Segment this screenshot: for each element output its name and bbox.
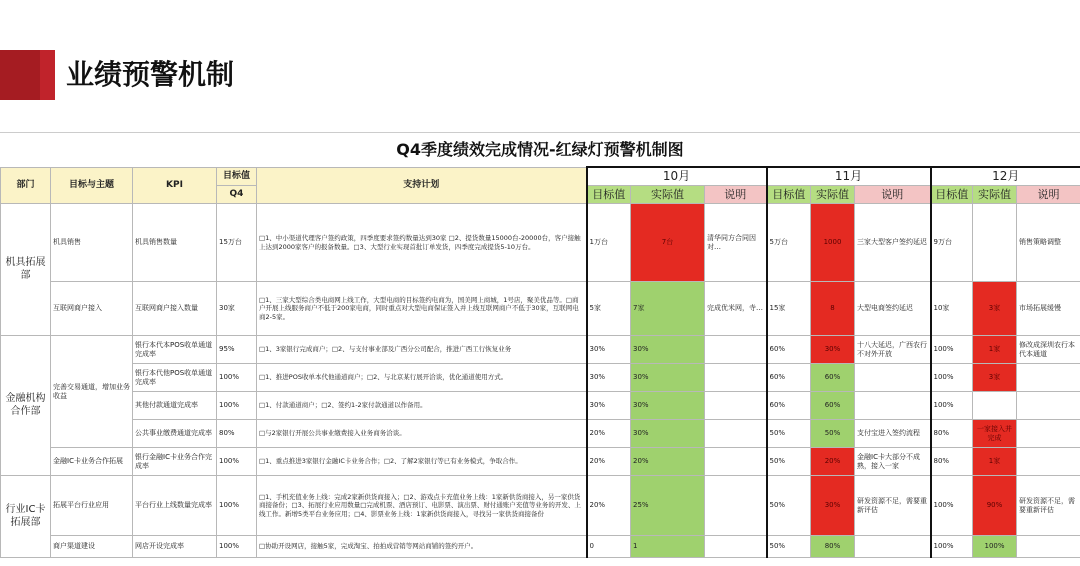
plan-cell: □1、3家银行完成商户；□2、与支付事业部及广西分公司配合，推进广西工行恢复业务 [257,336,587,364]
m11-note-cell: 三家大型客户签约延迟 [855,204,931,282]
dept-cell: 金融机构合作部 [1,336,51,476]
goal-cell: 商户渠道建设 [51,536,133,558]
kpi-cell: 机具销售数量 [133,204,217,282]
m10-actual-cell: 25% [631,476,705,536]
page-title: 业绩预警机制 [66,58,235,91]
sheet-title: Q4季度绩效完成情况-红绿灯预警机制图 [0,132,1080,166]
m11-note-cell [855,392,931,420]
kpi-cell: 平台行业上线数量完成率 [133,476,217,536]
m12-actual-cell: 1家 [973,448,1017,476]
table-row [1,536,1080,558]
m11-actual-cell: 60% [811,392,855,420]
plan-cell: □1、推进POS收单本代他通道商户；□2、与北京某行展开洽谈，优化通道使用方式。 [257,364,587,392]
table-row [1,420,1080,448]
m11-actual-cell: 1000 [811,204,855,282]
m11-note-cell: 金融IC卡大部分不成熟，接入一家 [855,448,931,476]
m10-note-cell: 完成优米网，寺… [705,282,767,336]
table-row [1,204,1080,282]
m10-target-cell: 20% [587,476,631,536]
m10-target-cell: 1万台 [587,204,631,282]
table-row [1,282,1080,336]
m11-note-cell [855,536,931,558]
m10-actual-cell: 7家 [631,282,705,336]
m12-note-cell: 市场拓展缓慢 [1017,282,1080,336]
q4-target-cell: 30家 [217,282,257,336]
m12-actual-cell [973,392,1017,420]
m12-actual-cell: 90% [973,476,1017,536]
m10-actual-cell: 30% [631,336,705,364]
m10-actual-cell: 30% [631,420,705,448]
month-nov: 11月 [767,167,931,186]
m11-note-cell: 支付宝进入签约流程 [855,420,931,448]
m11-note-cell: 十八大延迟，广西农行不对外开放 [855,336,931,364]
header-dept: 部门 [1,167,51,204]
m12-actual-cell: 1家 [973,336,1017,364]
m12-target-cell: 100% [931,536,973,558]
table-row [1,448,1080,476]
header-kpi: KPI [133,167,217,204]
m11-target-cell: 50% [767,476,811,536]
kpi-cell: 公共事业缴费通道完成率 [133,420,217,448]
table-row [1,392,1080,420]
table-row [1,336,1080,364]
m11-note-cell: 大型电商签约延迟 [855,282,931,336]
m11-target-cell: 15家 [767,282,811,336]
m10-target-cell: 30% [587,336,631,364]
performance-table [0,166,1080,558]
goal-cell: 金融IC卡业务合作拓展 [51,448,133,476]
m12-actual-cell: 一家接入并完成 [973,420,1017,448]
plan-cell: □1、手机充值业务上线：完成2家新供货商接入；□2、游戏点卡充值业务上线：1家新供货商接入，另一家供货商接备份；□3、拓展行业应用数量□完成机票、酒店预订、电影票、演出票、财付通账户充值等业务的开发、上线工作。新增5类平台业务应用；□4、影票业务上线：1家新供货商接入，寻找另一家供货商接备份 [257,476,587,536]
oct-actual-header: 实际值 [631,186,705,204]
kpi-cell: 银行金融IC卡业务合作完成率 [133,448,217,476]
m12-target-cell: 9万台 [931,204,973,282]
q4-target-cell: 15万台 [217,204,257,282]
m10-note-cell [705,420,767,448]
plan-cell: □1、三家大型综合类电商网上线工作，大型电商的目标签约电商为，国美网上商城，1号店，聚美优品等。□商户开展上线服务商户不低于200家电商，同时重点对大型电商保证签入并上线互联网商户不低于30家，互联网电商2-5家。 [257,282,587,336]
header-q4: Q4 [217,186,257,204]
m11-actual-cell: 30% [811,336,855,364]
m11-target-cell: 50% [767,448,811,476]
dec-note-header: 说明 [1017,186,1080,204]
m11-target-cell: 60% [767,392,811,420]
nov-target-header: 目标值 [767,186,811,204]
m10-note-cell [705,536,767,558]
nov-actual-header: 实际值 [811,186,855,204]
warning-sheet [0,132,1080,566]
table-row [1,476,1080,536]
q4-target-cell: 80% [217,420,257,448]
kpi-cell: 银行本代他POS收单通道完成率 [133,364,217,392]
plan-cell: □协助开设网店，接触5家，完成淘宝、拍拍成营销等网站商铺的签约开户。 [257,536,587,558]
kpi-cell: 其他付款通道完成率 [133,392,217,420]
q4-target-cell: 100% [217,448,257,476]
m12-actual-cell [973,204,1017,282]
q4-target-cell: 100% [217,392,257,420]
m10-target-cell: 30% [587,364,631,392]
m10-target-cell: 30% [587,392,631,420]
m10-target-cell: 0 [587,536,631,558]
m10-note-cell [705,476,767,536]
table-row [1,364,1080,392]
plan-cell: □与2家银行开展公共事业缴费接入业务商务洽谈。 [257,420,587,448]
table-body [1,204,1080,558]
m11-actual-cell: 80% [811,536,855,558]
dept-cell: 行业IC卡拓展部 [1,476,51,558]
m11-actual-cell: 30% [811,476,855,536]
m12-note-cell [1017,448,1080,476]
m12-target-cell: 80% [931,448,973,476]
dec-actual-header: 实际值 [973,186,1017,204]
q4-target-cell: 100% [217,476,257,536]
m10-target-cell: 20% [587,448,631,476]
q4-target-cell: 100% [217,536,257,558]
nov-note-header: 说明 [855,186,931,204]
m12-note-cell: 销售策略调整 [1017,204,1080,282]
m12-actual-cell: 3家 [973,282,1017,336]
q4-target-cell: 95% [217,336,257,364]
m10-actual-cell: 30% [631,364,705,392]
m11-target-cell: 60% [767,364,811,392]
m10-actual-cell: 1 [631,536,705,558]
goal-cell: 互联网商户接入 [51,282,133,336]
m12-target-cell: 10家 [931,282,973,336]
month-dec: 12月 [931,167,1080,186]
m11-target-cell: 60% [767,336,811,364]
m10-note-cell [705,448,767,476]
m12-target-cell: 100% [931,336,973,364]
m10-note-cell [705,364,767,392]
m10-target-cell: 20% [587,420,631,448]
m11-actual-cell: 20% [811,448,855,476]
m12-actual-cell: 100% [973,536,1017,558]
m10-note-cell [705,392,767,420]
dec-target-header: 目标值 [931,186,973,204]
goal-cell: 拓展平台行业应用 [51,476,133,536]
m11-target-cell: 50% [767,536,811,558]
m11-note-cell [855,364,931,392]
m12-target-cell: 100% [931,392,973,420]
m10-actual-cell: 7台 [631,204,705,282]
m12-note-cell: 修改成深圳农行本代本通道 [1017,336,1080,364]
header-goal: 目标与主题 [51,167,133,204]
title-accent-bar-inner [0,50,40,100]
m12-target-cell: 100% [931,364,973,392]
month-oct: 10月 [587,167,767,186]
m12-note-cell [1017,536,1080,558]
plan-cell: □1、中小渠道代理客户签约政策，四季度要求签约数量达到30家 □2、提货数量15000台-20000台，客户接触上达到2000家客户的报备数量。□3、大型行业实现首批订单发货，四季度完成提货5-10万台。 [257,204,587,282]
m11-target-cell: 50% [767,420,811,448]
m12-note-cell: 研发资源不足，需要重新评估 [1017,476,1080,536]
m12-note-cell [1017,420,1080,448]
m10-note-cell: 清华同方合同因对… [705,204,767,282]
m11-actual-cell: 50% [811,420,855,448]
m11-actual-cell: 60% [811,364,855,392]
q4-target-cell: 100% [217,364,257,392]
m10-actual-cell: 30% [631,392,705,420]
kpi-cell: 互联网商户接入数量 [133,282,217,336]
m11-target-cell: 5万台 [767,204,811,282]
oct-note-header: 说明 [705,186,767,204]
goal-cell: 机具销售 [51,204,133,282]
kpi-cell: 银行本代本POS收单通道完成率 [133,336,217,364]
header-target: 目标值 [217,167,257,186]
m10-note-cell [705,336,767,364]
m12-actual-cell: 3家 [973,364,1017,392]
plan-cell: □1、付款通道商户；□2、签约1-2家付款通道以作备用。 [257,392,587,420]
m11-actual-cell: 8 [811,282,855,336]
oct-target-header: 目标值 [587,186,631,204]
m10-target-cell: 5家 [587,282,631,336]
dept-cell: 机具拓展部 [1,204,51,336]
m12-target-cell: 100% [931,476,973,536]
kpi-cell: 网店开设完成率 [133,536,217,558]
m10-actual-cell: 20% [631,448,705,476]
header-plan: 支持计划 [257,167,587,204]
m12-target-cell: 80% [931,420,973,448]
m11-note-cell: 研发资源不足，需要重新评估 [855,476,931,536]
m12-note-cell [1017,392,1080,420]
goal-cell: 完善交易通道，增加业务收益 [51,336,133,448]
plan-cell: □1、重点推进3家银行金融IC卡业务合作；□2、了解2家银行等已有业务模式，争取合作。 [257,448,587,476]
m12-note-cell [1017,364,1080,392]
